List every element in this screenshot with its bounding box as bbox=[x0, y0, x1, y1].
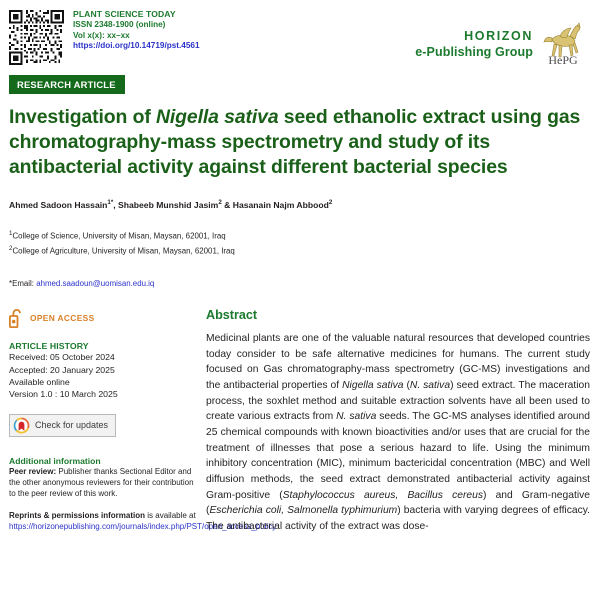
publisher-name: HORIZON bbox=[464, 28, 533, 43]
correspondence-label: *Email: bbox=[9, 279, 37, 289]
author-2-name: Shabeeb Munshid Jasim bbox=[118, 200, 219, 211]
author-1-sup: 1* bbox=[107, 199, 114, 207]
article-history-accepted: Accepted: 20 January 2025 bbox=[9, 364, 115, 375]
crossmark-icon bbox=[13, 417, 30, 434]
open-lock-icon bbox=[9, 307, 24, 328]
body-columns bbox=[0, 307, 600, 534]
abstract-p2: ( bbox=[403, 380, 410, 392]
peer-review-body: Publisher thanks Sectional Editor and the other anonymous reviewers for their contribution to the peer review of this work. bbox=[9, 466, 194, 498]
abstract-text bbox=[206, 331, 590, 534]
article-history-received: Received: 05 October 2024 bbox=[9, 352, 115, 363]
reprints-text bbox=[9, 510, 277, 532]
correspondence-line bbox=[9, 279, 590, 288]
article-history-available: Available online bbox=[9, 376, 70, 387]
title-part-2: seed ethanolic extract using gas chromatography-mass spectrometry and study of its antibacterial activity against different bacterial species bbox=[9, 106, 581, 178]
title-species-italic: Nigella sativa bbox=[155, 106, 279, 128]
author-sep-2: & bbox=[221, 200, 233, 211]
abstract-p6: ) bacteria with varying degrees of efficacy. The antibacterial activity of the extract was dose- bbox=[206, 505, 590, 532]
article-history-version: Version 1.0 : 10 March 2025 bbox=[9, 389, 118, 400]
peer-review-text bbox=[9, 466, 196, 500]
affiliation-2-sup: 2 bbox=[9, 244, 13, 252]
qr-code-icon bbox=[9, 10, 64, 65]
abstract-column bbox=[196, 307, 600, 534]
affiliation-1-text: College of Science, University of Misan, Maysan, 62001, Iraq bbox=[12, 231, 226, 241]
abstract-p3: ) seed extract. The maceration process, the soxhlet method and suitable extraction solvents have all been used to create various extracts from bbox=[206, 380, 590, 423]
check-for-updates-label: Check for updates bbox=[35, 420, 109, 431]
pegasus-logo-icon bbox=[540, 22, 586, 66]
author-3-name: Hasanain Najm Abbood bbox=[232, 200, 329, 211]
publisher-block bbox=[415, 22, 586, 66]
abstract-p4: seeds. The GC-MS analyses identified around 25 chemical compounds with known bioactivities and/or uses that are crucial for the treatment of illnesses that pose a serious hazard to life. Using the minimum inhibitory concentration (MIC), minimum bactericidal concentration (MBC) and Well diffusion methods, the seed extract demonstrated antibacterial activity against Gram-positive ( bbox=[206, 411, 590, 501]
badge-row bbox=[0, 66, 600, 94]
reprints-body: is available at bbox=[145, 511, 196, 521]
abstract-p5: ) and Gram-negative ( bbox=[206, 489, 590, 517]
research-article-badge: RESEARCH ARTICLE bbox=[9, 75, 125, 94]
journal-title: PLANT SCIENCE TODAY bbox=[73, 9, 176, 19]
author-sep-1: , bbox=[113, 200, 119, 211]
abstract-i2: N. sativa bbox=[409, 380, 451, 392]
abstract-i1: Nigella sativa bbox=[342, 380, 404, 392]
abstract-i5: Escherichia coli, Salmonella typhimurium bbox=[209, 505, 398, 517]
check-for-updates-button[interactable] bbox=[9, 414, 116, 437]
affiliation-1 bbox=[9, 229, 590, 243]
journal-issn: ISSN 2348-1900 (online) bbox=[73, 20, 166, 29]
correspondence-email[interactable]: ahmed.saadoun@uomisan.edu.iq bbox=[36, 279, 155, 289]
peer-review-label: Peer review: bbox=[9, 466, 57, 476]
abstract-p1: Medicinal plants are one of the valuable natural resources that developed countries today consider to be safe alternative medicines for humans. The current study focused on Gas chromatography-mass spectrometry (GC-MS) investigations and the antibacterial properties of bbox=[206, 333, 590, 392]
author-2-sup: 2 bbox=[218, 199, 222, 207]
author-list bbox=[9, 199, 590, 210]
journal-meta bbox=[73, 9, 415, 52]
page-title bbox=[9, 105, 586, 179]
article-history-heading: ARTICLE HISTORY bbox=[9, 341, 89, 352]
abstract-i4: Staphylococcus aureus, Bacillus cereus bbox=[282, 489, 483, 501]
author-1-name: Ahmed Sadoon Hassain bbox=[9, 200, 108, 211]
affiliation-1-sup: 1 bbox=[9, 230, 13, 238]
reprints-link[interactable]: https://horizonepublishing.com/journals/index.php/PST/open_access_policy bbox=[9, 522, 277, 532]
publisher-logo-text: HePG bbox=[548, 53, 578, 66]
abstract-i3: N. sativa bbox=[336, 411, 377, 423]
affiliation-list bbox=[9, 229, 590, 258]
reprints-label: Reprints & permissions information bbox=[9, 511, 146, 521]
journal-volume: Vol x(x): xx–xx bbox=[73, 30, 130, 40]
doi-link[interactable]: https://doi.org/10.14719/pst.4561 bbox=[73, 41, 200, 50]
open-access-label: OPEN ACCESS bbox=[30, 312, 95, 323]
publisher-names bbox=[415, 28, 533, 61]
author-3-sup: 2 bbox=[328, 199, 333, 207]
masthead bbox=[0, 0, 600, 66]
abstract-heading: Abstract bbox=[206, 308, 258, 323]
affiliation-2-text: College of Agriculture, University of Misan, Maysan, 62001, Iraq bbox=[12, 246, 235, 256]
title-part-1: Investigation of bbox=[9, 106, 156, 128]
open-access-row bbox=[9, 307, 196, 328]
affiliation-2 bbox=[9, 244, 590, 258]
additional-information-heading: Additional information bbox=[9, 455, 101, 466]
publisher-group: e-Publishing Group bbox=[415, 45, 533, 59]
